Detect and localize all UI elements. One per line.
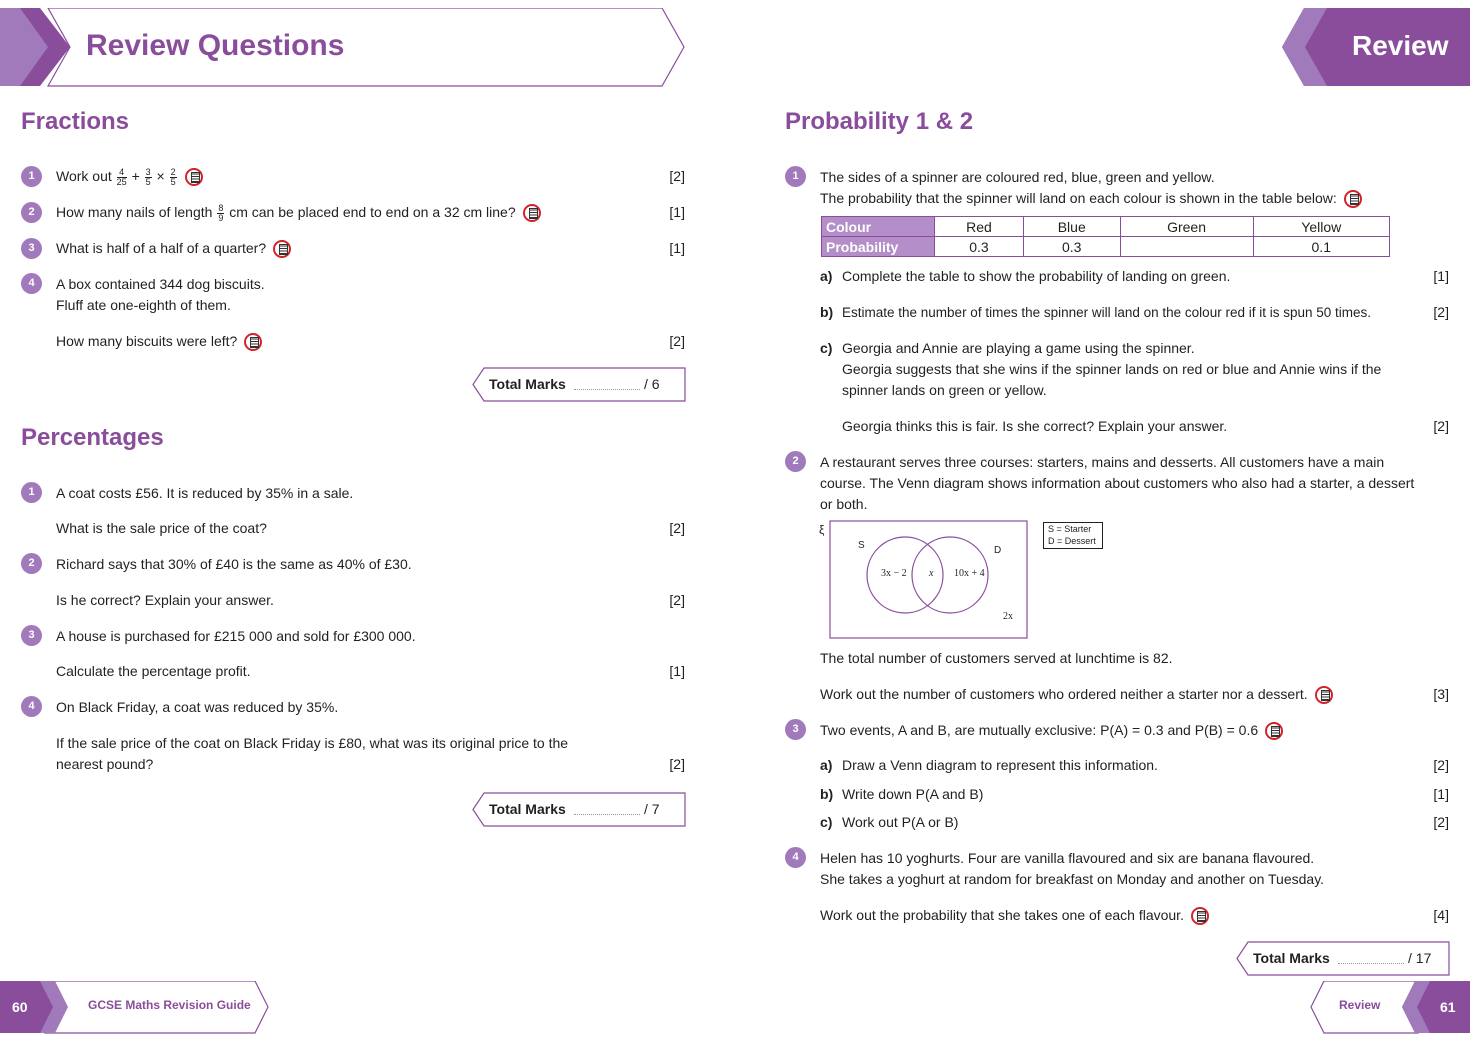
marks: [2] bbox=[669, 520, 685, 536]
fractions-q4-line3: How many biscuits were left? bbox=[56, 331, 262, 353]
fractions-q4-line2: Fluff ate one-eighth of them. bbox=[56, 297, 231, 313]
calculator-icon bbox=[1265, 722, 1283, 740]
prob-q4-line3: Work out the probability that she takes one of each flavour. bbox=[820, 905, 1209, 927]
marks: [2] bbox=[1433, 757, 1449, 773]
question-number: 3 bbox=[21, 625, 42, 646]
marks: [1] bbox=[1433, 786, 1449, 802]
page-number: 61 bbox=[1440, 999, 1456, 1015]
prob-q2-line4: The total number of customers served at lunchtime is 82. bbox=[820, 650, 1173, 666]
table-header-cell: Colour bbox=[822, 217, 935, 237]
part-label: a) bbox=[820, 757, 833, 773]
prob-q1c-line4: Georgia thinks this is fair. Is she correct? Explain your answer. bbox=[842, 418, 1228, 434]
venn-region-both: x bbox=[929, 568, 934, 579]
marks: [2] bbox=[669, 168, 685, 184]
marks: [1] bbox=[669, 240, 685, 256]
question-number: 2 bbox=[21, 202, 42, 223]
left-header-title: Review Questions bbox=[86, 29, 345, 62]
prob-q1c-line1: Georgia and Annie are playing a game using the spinner. bbox=[842, 340, 1195, 356]
marks: [4] bbox=[1433, 907, 1449, 923]
prob-q2-line1: A restaurant serves three courses: starters, mains and desserts. All customers have a main bbox=[820, 454, 1385, 470]
right-header-title: Review bbox=[1352, 30, 1449, 61]
marks: [2] bbox=[1433, 814, 1449, 830]
percentages-q3-line2: Calculate the percentage profit. bbox=[56, 663, 251, 679]
percentages-q1-line1: A coat costs £56. It is reduced by 35% in a sale. bbox=[56, 485, 354, 501]
part-label: c) bbox=[820, 814, 833, 830]
table-cell: 0.3 bbox=[1023, 237, 1120, 257]
prob-q1c-line3: spinner lands on green or yellow. bbox=[842, 382, 1047, 398]
total-marks-out-of: / 7 bbox=[644, 801, 660, 817]
venn-label-d: D bbox=[994, 545, 1002, 556]
venn-label-s: S bbox=[858, 540, 865, 551]
question-number: 3 bbox=[785, 719, 806, 740]
percentages-q4-line1: On Black Friday, a coat was reduced by 35%. bbox=[56, 699, 339, 715]
percentages-q4-line2: If the sale price of the coat on Black Friday is £80, what was its original price to the bbox=[56, 735, 569, 751]
question-number: 4 bbox=[21, 696, 42, 717]
marks: [1] bbox=[1433, 268, 1449, 284]
total-marks-box bbox=[472, 367, 686, 401]
prob-q2-line2: course. The Venn diagram shows information about customers who also had a starter, a dessert bbox=[820, 475, 1415, 491]
prob-q1c-line2: Georgia suggests that she wins if the spinner lands on red or blue and Annie wins if the bbox=[842, 361, 1382, 377]
percentages-q2-line1: Richard says that 30% of £40 is the same as 40% of £30. bbox=[56, 556, 412, 572]
venn-key-dessert: D = Dessert bbox=[1048, 536, 1096, 546]
calculator-icon bbox=[273, 240, 291, 258]
venn-region-dessert-only: 10x + 4 bbox=[954, 568, 985, 579]
table-cell: Blue bbox=[1023, 217, 1120, 237]
question-number: 1 bbox=[21, 482, 42, 503]
part-label: a) bbox=[820, 268, 833, 284]
marks: [2] bbox=[1433, 304, 1449, 320]
marks: [2] bbox=[669, 592, 685, 608]
total-marks-label: Total Marks bbox=[489, 376, 566, 392]
prob-q3b: Write down P(A and B) bbox=[842, 786, 984, 802]
prob-q3: Two events, A and B, are mutually exclusive: P(A) = 0.3 and P(B) = 0.6 bbox=[820, 720, 1283, 742]
venn-universal-symbol: ξ bbox=[819, 523, 825, 537]
table-cell: 0.3 bbox=[935, 237, 1024, 257]
prob-q2-line3: or both. bbox=[820, 496, 868, 512]
venn-region-starter-only: 3x − 2 bbox=[881, 568, 907, 579]
venn-key-starter: S = Starter bbox=[1048, 524, 1092, 534]
marks: [1] bbox=[669, 204, 685, 220]
book-title: GCSE Maths Revision Guide bbox=[88, 998, 251, 1012]
prob-q3c: Work out P(A or B) bbox=[842, 814, 959, 830]
venn-diagram bbox=[829, 520, 1029, 640]
marks: [1] bbox=[669, 663, 685, 679]
marks: [2] bbox=[669, 756, 685, 772]
percentages-q1-line2: What is the sale price of the coat? bbox=[56, 520, 267, 536]
footer-review-label: Review bbox=[1339, 998, 1381, 1012]
prob-q1-line1: The sides of a spinner are coloured red, blue, green and yellow. bbox=[820, 169, 1215, 185]
table-cell: Green bbox=[1120, 217, 1253, 237]
probability-title: Probability 1 & 2 bbox=[785, 108, 974, 135]
page-number: 60 bbox=[12, 999, 28, 1015]
question-number: 4 bbox=[785, 847, 806, 868]
prob-q1b: Estimate the number of times the spinner will land on the colour red if it is spun 50 times. bbox=[842, 305, 1372, 320]
probability-table bbox=[821, 216, 1390, 257]
prob-q1a: Complete the table to show the probability of landing on green. bbox=[842, 268, 1231, 284]
total-marks-label: Total Marks bbox=[489, 801, 566, 817]
part-label: b) bbox=[820, 304, 834, 320]
fractions-title: Fractions bbox=[21, 108, 130, 135]
percentages-title: Percentages bbox=[21, 424, 164, 451]
fractions-q4-line1: A box contained 344 dog biscuits. bbox=[56, 276, 265, 292]
calculator-icon bbox=[1315, 686, 1333, 704]
table-cell: 0.1 bbox=[1253, 237, 1389, 257]
prob-q2-line5: Work out the number of customers who ordered neither a starter nor a dessert. bbox=[820, 684, 1333, 706]
question-number: 1 bbox=[785, 166, 806, 187]
calculator-icon bbox=[185, 168, 203, 186]
prob-q4-line1: Helen has 10 yoghurts. Four are vanilla flavoured and six are banana flavoured. bbox=[820, 850, 1315, 866]
table-cell bbox=[1120, 237, 1253, 257]
marks: [2] bbox=[1433, 418, 1449, 434]
fractions-q2: How many nails of length $\frac{8}{9}$ cm can be placed end to end on a 32 cm line? bbox=[56, 202, 541, 224]
total-marks-out-of: / 6 bbox=[644, 376, 660, 392]
question-number: 1 bbox=[21, 166, 42, 187]
question-number: 3 bbox=[21, 238, 42, 259]
calculator-icon bbox=[1344, 190, 1362, 208]
calculator-icon bbox=[523, 204, 541, 222]
marks: [3] bbox=[1433, 686, 1449, 702]
question-number: 2 bbox=[785, 451, 806, 472]
question-number: 4 bbox=[21, 273, 42, 294]
marks: [2] bbox=[669, 333, 685, 349]
percentages-q2-line2: Is he correct? Explain your answer. bbox=[56, 592, 274, 608]
venn-region-outside: 2x bbox=[1003, 611, 1013, 622]
total-marks-box bbox=[472, 792, 686, 826]
part-label: b) bbox=[820, 786, 834, 802]
percentages-q4-line3: nearest pound? bbox=[56, 756, 154, 772]
calculator-icon bbox=[244, 333, 262, 351]
venn-key bbox=[1043, 522, 1103, 549]
table-header-cell: Probability bbox=[822, 237, 935, 257]
total-marks-label: Total Marks bbox=[1253, 950, 1330, 966]
total-marks-box bbox=[1236, 941, 1450, 975]
prob-q1-line2: The probability that the spinner will land on each colour is shown in the table below: bbox=[820, 188, 1362, 210]
question-number: 2 bbox=[21, 553, 42, 574]
calculator-icon bbox=[1191, 907, 1209, 925]
prob-q4-line2: She takes a yoghurt at random for breakfast on Monday and another on Tuesday. bbox=[820, 871, 1325, 887]
percentages-q3-line1: A house is purchased for £215 000 and sold for £300 000. bbox=[56, 628, 416, 644]
fractions-q1: Work out $\frac{4}{25}$ + $\frac{3}{5}$ × $\frac{2}{5}$ bbox=[56, 166, 203, 188]
fractions-q3: What is half of a half of a quarter? bbox=[56, 238, 291, 260]
table-cell: Yellow bbox=[1253, 217, 1389, 237]
part-label: c) bbox=[820, 340, 833, 356]
table-cell: Red bbox=[935, 217, 1024, 237]
total-marks-out-of: / 17 bbox=[1408, 950, 1432, 966]
prob-q3a: Draw a Venn diagram to represent this information. bbox=[842, 757, 1158, 773]
